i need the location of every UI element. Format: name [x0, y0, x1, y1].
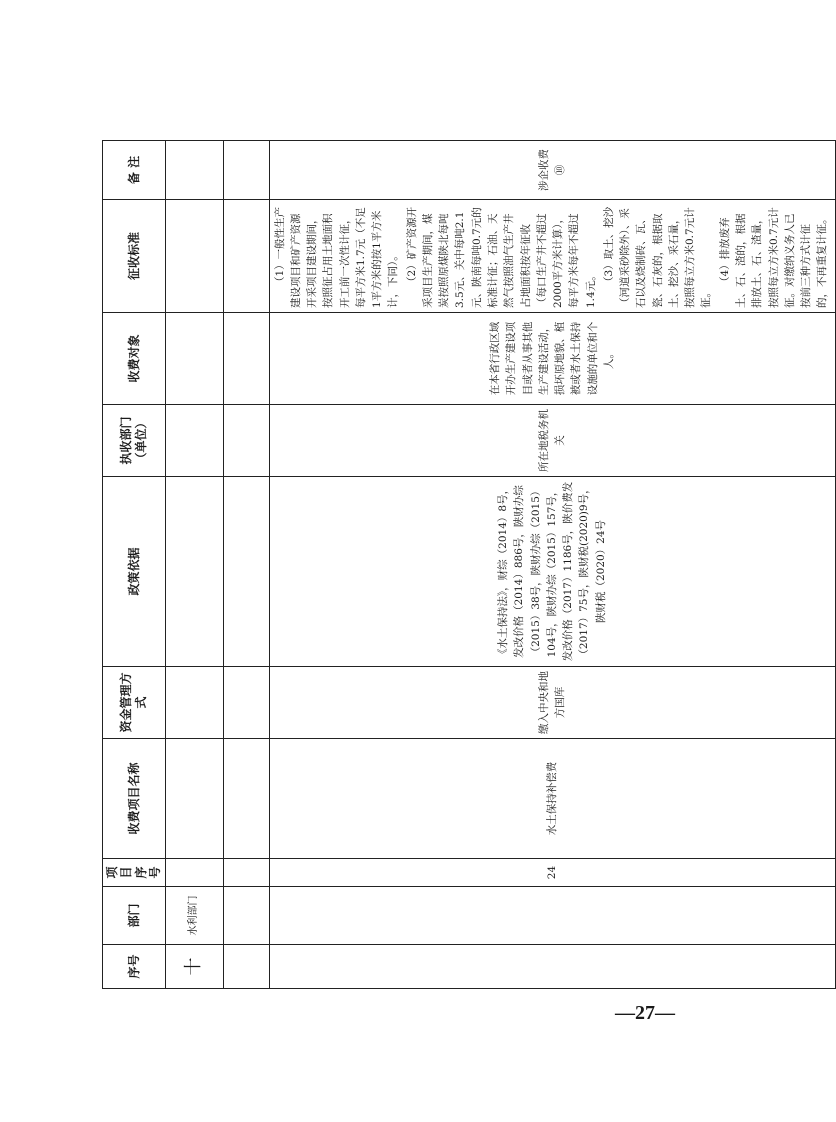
header-basis: 政策依据 — [103, 477, 166, 667]
page-number: —27— — [615, 1002, 675, 1024]
header-row — [103, 141, 166, 989]
header-item-name: 收费项目名称 — [103, 739, 166, 859]
standard-paragraph: （4）排放废弃土、石、渣的，根据排放土、石、渣量，按照每立方米0.7元计征。对缴纳义务人已按前三种方式计征的，不再重复计征。 — [718, 207, 829, 308]
blank-row — [223, 141, 269, 989]
header-target: 收费对象 — [103, 313, 166, 405]
policy-basis: 《水土保持法》，财综（2014）8号，发改价格（2014）886号，陕财办综（2015）38号，陕财办综（2015）104号，陕财办综（2015）157号，发改价格（2017）1186号，陕价费发（2017）75号，陕财税(2020)9号，陕财税（2020）24号 — [269, 477, 835, 667]
section-number: 十 — [165, 945, 223, 989]
standard-paragraph: （1）一般性生产建设项目和矿产资源开采项目建设期间，按照征占用土地面积开工前一次性计征，每平方米1.7元（不足1平方米的按1平方米计，下同）。 — [273, 206, 400, 308]
header-item-no: 项目序号 — [103, 859, 166, 887]
fee-target: 在本省行政区域开办生产建设项目或者从事其他生产建设活动，损坏原地貌、植被或者水土保持设施的单位和个人。 — [269, 313, 835, 405]
collecting-agency: 所在地税务机关 — [269, 405, 835, 477]
header-note: 备 注 — [103, 141, 166, 200]
fund-management: 缴入中央和地方国库 — [269, 667, 835, 739]
header-agency: 执收部门（单位） — [103, 405, 166, 477]
item-name: 水土保持补偿费 — [269, 739, 835, 859]
fee-standard — [269, 200, 835, 313]
standard-paragraph: （2）矿产资源开采项目生产期间，煤炭按照原煤陕北每吨3.5元、关中每吨2.1元、陕南每吨0.7元的标准计征；石油、天然气按照油气生产井占地面积按年征收（每口生产井不超过2000平方米计算），每平方米每年不超过1.4元。 — [405, 206, 597, 308]
table-row — [269, 141, 835, 989]
rotated-table-page — [102, 141, 829, 989]
fee-table — [102, 140, 836, 989]
header-standard: 征收标准 — [103, 200, 166, 313]
header-dept: 部门 — [103, 887, 166, 945]
standard-paragraph: （3）取土、挖沙（河道采砂除外）、采石以及烧制砖、瓦、瓷、石灰的，根据取土、挖沙、采石量，按照每立方米0.7元计征。 — [602, 206, 713, 308]
section-row — [165, 141, 223, 989]
header-seq: 序号 — [103, 945, 166, 989]
header-fund: 资金管理方式 — [103, 667, 166, 739]
note: 涉企收费⑩ — [269, 141, 835, 200]
section-department: 水利部门 — [165, 887, 223, 945]
item-number: 24 — [269, 859, 835, 887]
